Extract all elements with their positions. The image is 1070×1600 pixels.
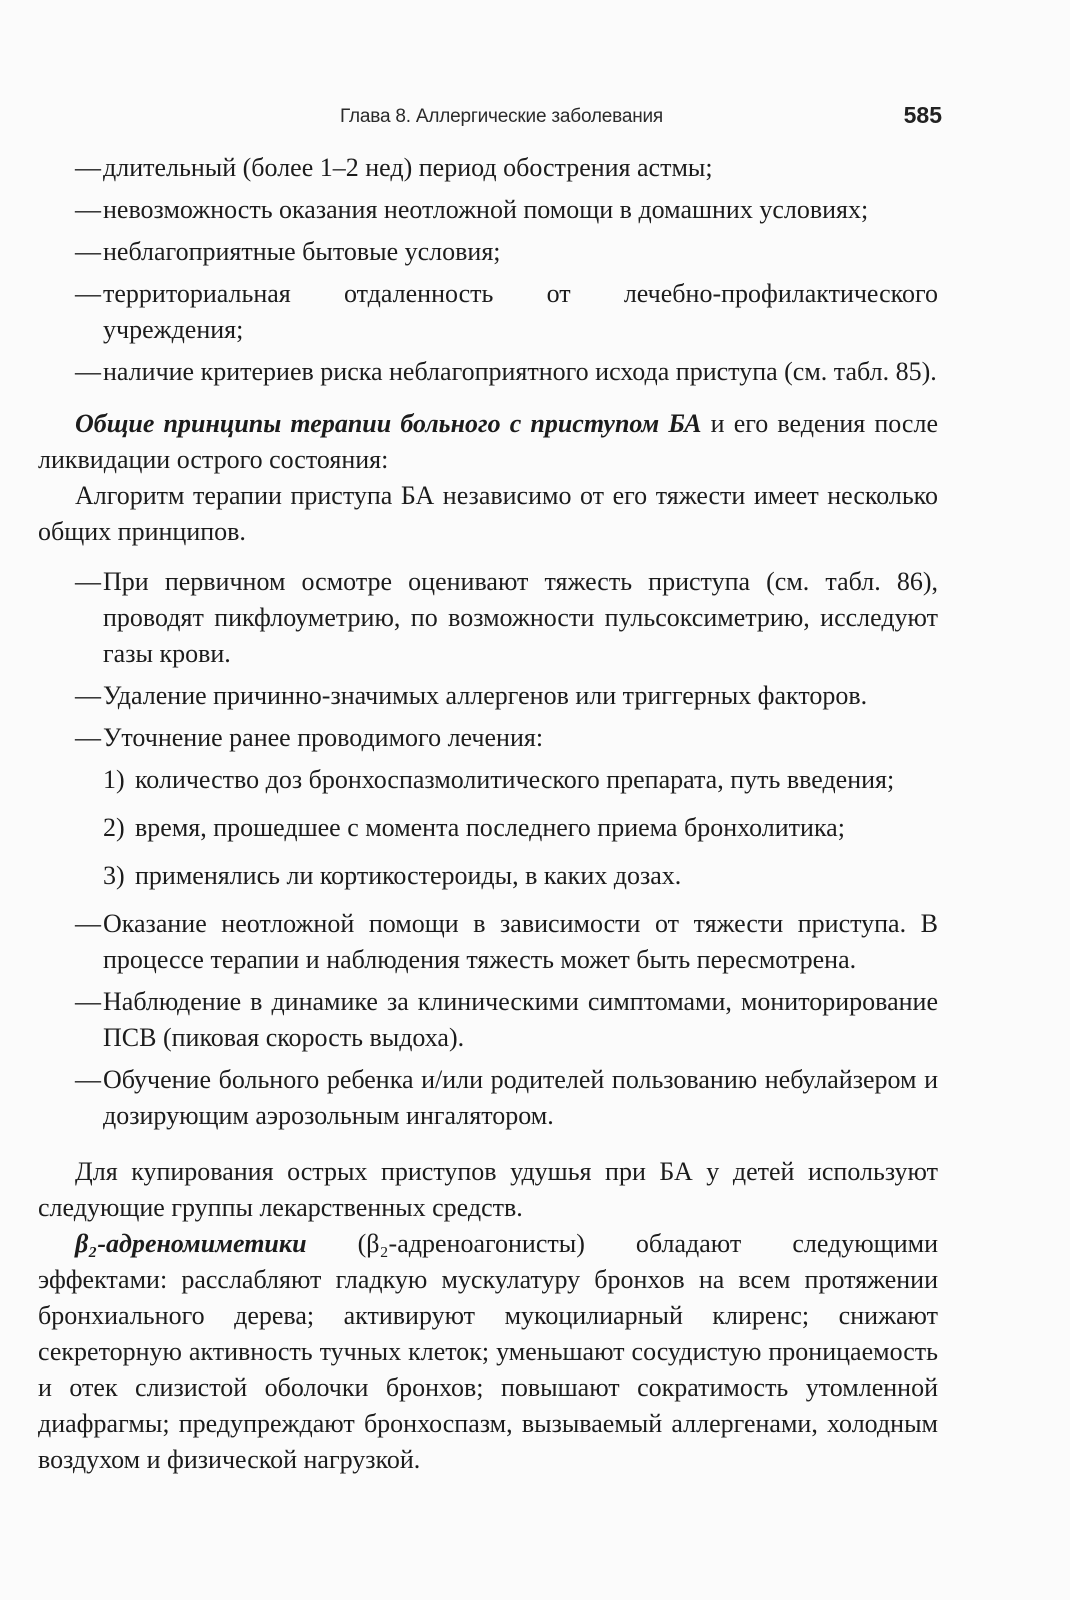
item-number: 3)	[103, 861, 125, 890]
list-item: — Обучение больного ребенка и/или родителей пользованию небулайзером и дозирующим аэрозольным ингалятором.	[38, 1062, 938, 1134]
list-item: — невозможность оказания неотложной помощи в домашних условиях;	[38, 192, 938, 228]
page-body	[38, 150, 938, 1478]
numbered-item	[38, 858, 938, 894]
list-item: — Уточнение ранее проводимого лечения:	[38, 720, 938, 756]
paragraph-text: и его ведения после ликвидации острого состояния:	[38, 409, 938, 474]
paragraph-text: (β₂-адреноагонисты) обладают следующими эффектами: расслабляют гладкую мускулатуру бронхов на всем протяжении бронхиального дерева; активируют мукоцилиарный клиренс; снижают секреторную активность тучных клеток; уменьшают сосудистую проницаемость и отек слизистой оболочки бронхов; повышают сократимость утомленной диафрагмы; предупреждают бронхоспазм, вызываемый аллергенами, холодным воздухом и физической нагрузкой.	[38, 1229, 938, 1474]
item-text: время, прошедшее с момента последнего приема бронхолитика;	[135, 813, 845, 842]
running-title: Глава 8. Аллергические заболевания	[340, 106, 663, 127]
list-item: — неблагоприятные бытовые условия;	[38, 234, 938, 270]
list-item: — При первичном осмотре оценивают тяжесть приступа (см. табл. 86), проводят пикфлоуметрию, по возможности пульсоксиметрию, исследуют газы крови.	[38, 564, 938, 672]
beta2-agonists-paragraph	[38, 1226, 938, 1478]
list-item: — Удаление причинно-значимых аллергенов или триггерных факторов.	[38, 678, 938, 714]
list-item: — территориальная отдаленность от лечебно-профилактического учреждения;	[38, 276, 938, 348]
list-item: — Оказание неотложной помощи в зависимости от тяжести приступа. В процессе терапии и наблюдения тяжесть может быть пересмотрена.	[38, 906, 938, 978]
hospitalization-criteria-list	[38, 150, 938, 390]
item-text: количество доз бронхоспазмолитического препарата, путь введения;	[135, 765, 895, 794]
numbered-item	[38, 762, 938, 798]
drug-groups-paragraph: Для купирования острых приступов удушья при БА у детей используют следующие группы лекарственных средств.	[38, 1157, 938, 1222]
numbered-item	[38, 810, 938, 846]
therapy-principles-list	[38, 564, 938, 756]
section-lead: Общие принципы терапии больного с приступом БА	[75, 409, 702, 438]
item-number: 1)	[103, 765, 125, 794]
general-principles-paragraph	[38, 406, 938, 478]
algorithm-paragraph: Алгоритм терапии приступа БА независимо от его тяжести имеет несколько общих принципов.	[38, 481, 938, 546]
list-item: — наличие критериев риска неблагоприятного исхода приступа (см. табл. 85).	[38, 354, 938, 390]
list-item: — длительный (более 1–2 нед) период обострения астмы;	[38, 150, 938, 186]
page-number: 585	[903, 102, 942, 128]
list-item: — Наблюдение в динамике за клиническими симптомами, мониторирование ПСВ (пиковая скорость выдоха).	[38, 984, 938, 1056]
page-header	[0, 102, 1070, 136]
therapy-principles-list-continued	[38, 906, 938, 1134]
item-number: 2)	[103, 813, 125, 842]
item-text: применялись ли кортикостероиды, в каких дозах.	[135, 861, 682, 890]
section-lead: β₂-адреномиметики	[75, 1229, 307, 1258]
prior-treatment-sublist	[38, 762, 938, 894]
